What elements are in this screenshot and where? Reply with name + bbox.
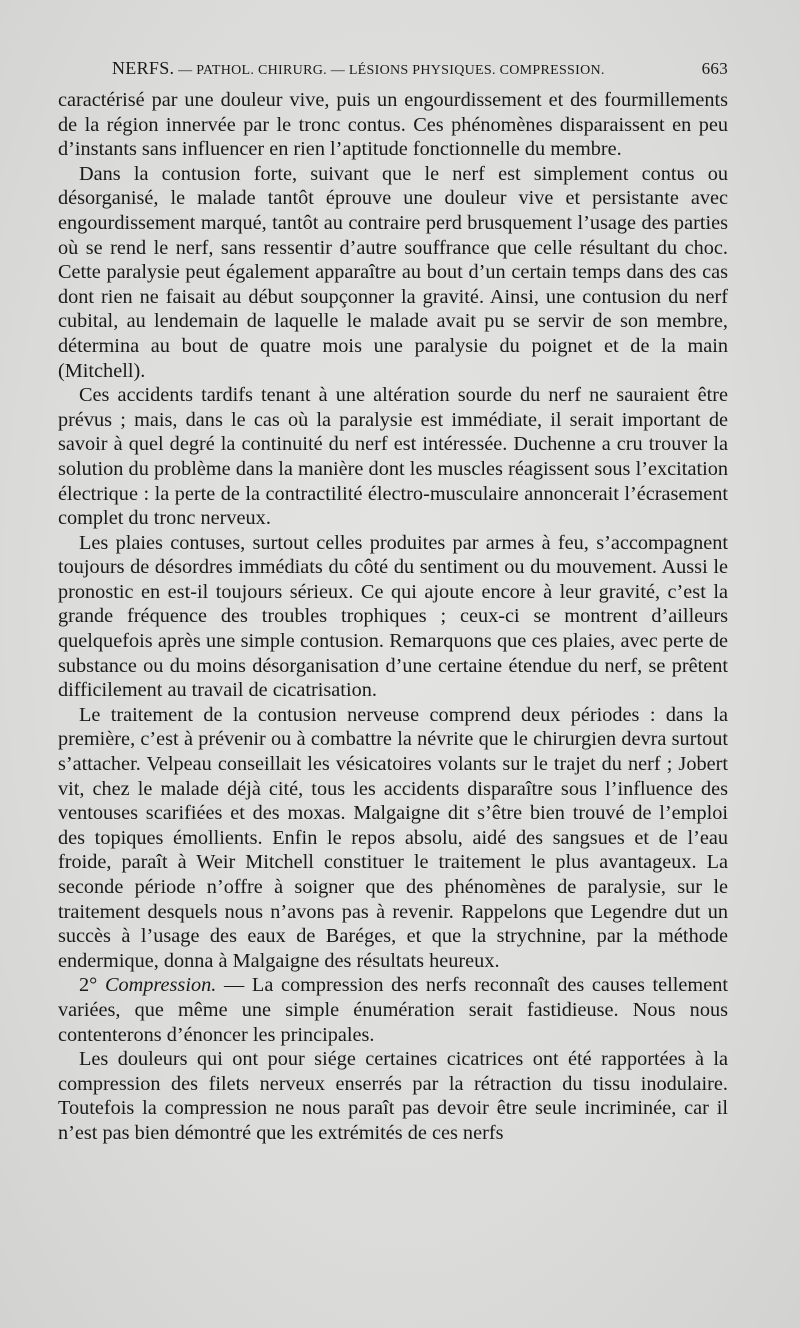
page-number: 663 <box>701 59 728 78</box>
body-text <box>58 88 728 1146</box>
paragraph-1: caractérisé par une douleur vive, puis un engourdissement et des fourmillements de la région innervée par le tronc contus. Ces phénomènes disparaissent en peu d’instants sans influencer en rien l’aptitude fonctionnelle du membre. <box>58 89 728 161</box>
running-title-first: NERFS. <box>112 58 175 78</box>
section-number: 2° <box>79 974 98 997</box>
running-title <box>112 58 605 79</box>
running-header <box>112 58 728 84</box>
paragraph-7: Les douleurs qui ont pour siége certaines cicatrices ont été rapportées à la compression des filets nerveux enserrés par la rétraction du tissu inodulaire. Toutefois la compression ne nous paraît pas devoir être seule incriminée, car il n’est pas bien démontré que les extrémités de ces nerfs <box>58 1048 728 1144</box>
paragraph-6 <box>58 973 728 1047</box>
running-title-rest: — PATHOL. CHIRURG. — LÉSIONS PHYSIQUES. COMPRESSION. <box>174 63 605 78</box>
section-text: — La compression des nerfs reconnaît des causes tellement variées, que même une simple énumération serait fastidieuse. Nous nous contenterons d’énoncer les principales. <box>58 974 728 1046</box>
paragraph-5: Le traitement de la contusion nerveuse comprend deux périodes : dans la première, c’est à prévenir ou à combattre la névrite que le chirurgien devra surtout s’attacher. Velpeau conseillait les vésicatoires volants sur le trajet du nerf ; Jobert vit, chez le malade déjà cité, tous les accidents disparaître sous l’influence des ventouses scarifiées et des moxas. Malgaigne dit s’être bien trouvé de l’emploi des topiques émollients. Enfin le repos absolu, aidé des sangsues et de l’eau froide, paraît à Weir Mitchell constituer le traitement le plus avantageux. La seconde période n’offre à soigner que des phénomènes de paralysie, sur le traitement desquels nous n’avons pas à revenir. Rappelons que Legendre dut un succès à l’usage des eaux de Baréges, et que la strychnine, par la méthode endermique, donna à Malgaigne des résultats heureux. <box>58 703 728 972</box>
paragraph-2: Dans la contusion forte, suivant que le nerf est simplement contus ou désorganisé, le malade tantôt éprouve une douleur vive et persistante avec engourdissement marqué, tantôt au contraire perd brusquement l’usage des parties où se rend le nerf, sans ressentir d’autre souffrance que celle résultant du choc. Cette paralysie peut également apparaître au bout d’un certain temps dans des cas dont rien ne faisait au début soupçonner la gravité. Ainsi, une contusion du nerf cubital, au lendemain de laquelle le malade avait pu se servir de son membre, détermina au bout de quatre mois une paralysie du poignet et de la main (Mitchell). <box>58 162 728 382</box>
paragraph-4: Les plaies contuses, surtout celles produites par armes à feu, s’accompagnent toujours de désordres immédiats du côté du sentiment ou du mouvement. Aussi le pronostic en est-il toujours sérieux. Ce qui ajoute encore à leur gravité, c’est la grande fréquence des troubles trophiques ; ceux-ci se montrent d’ailleurs quelquefois après une simple contusion. Remarquons que ces plaies, avec perte de substance ou du moins désorganisation d’une certaine étendue du nerf, se prêtent difficilement au travail de cicatrisation. <box>58 531 728 702</box>
paragraph-3: Ces accidents tardifs tenant à une altération sourde du nerf ne sauraient être prévus ; mais, dans le cas où la paralysie est immédiate, il serait important de savoir à quel degré la continuité du nerf est intéressée. Duchenne a cru trouver la solution du problème dans la manière dont les muscles réagissent sous l’excitation électrique : la perte de la contractilité électro-musculaire annoncerait l’écrasement complet du tronc nerveux. <box>58 384 728 530</box>
section-title: Compression. <box>104 974 217 997</box>
